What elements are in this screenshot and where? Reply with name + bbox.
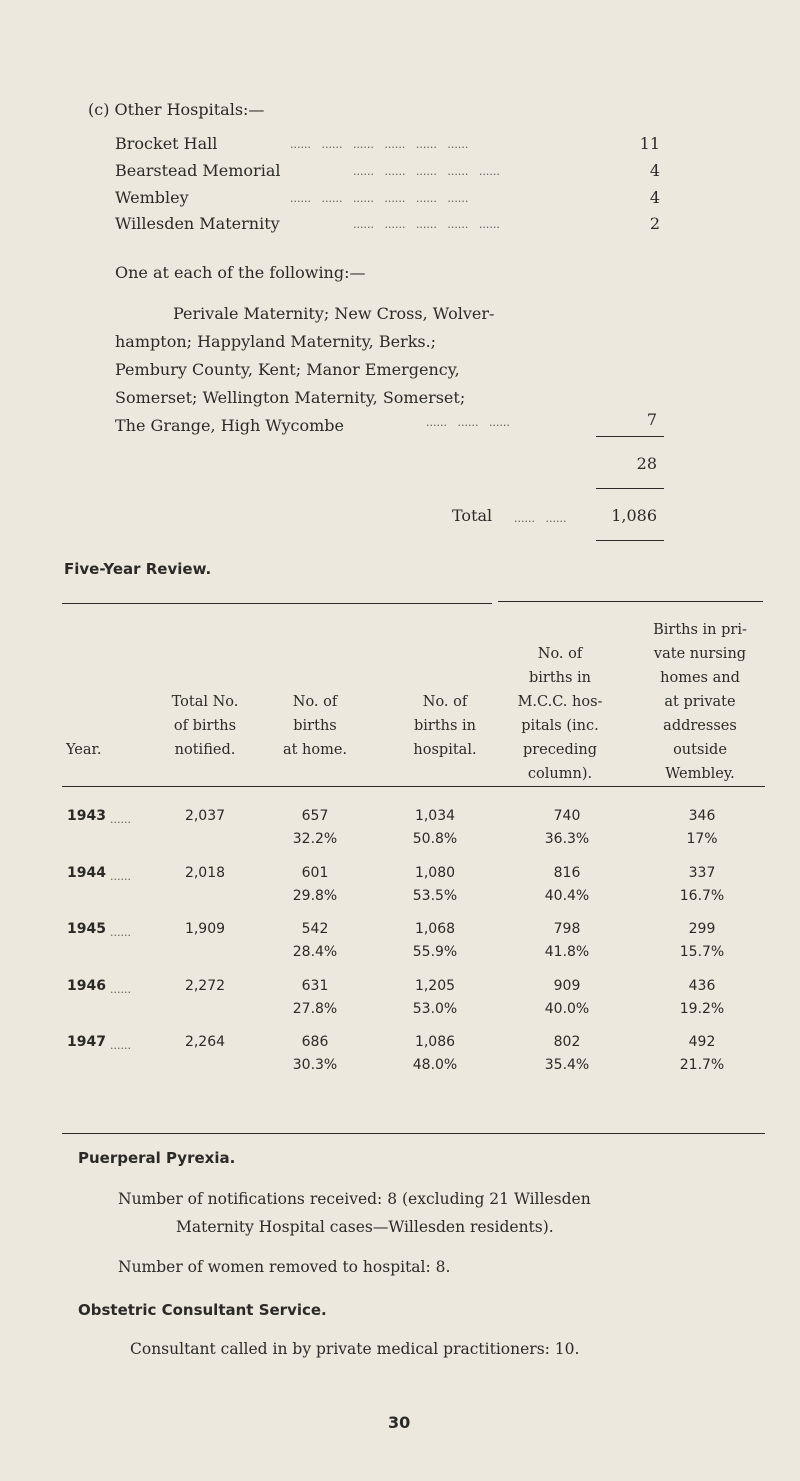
total-value: 2,264 (184, 1034, 226, 1050)
col-header-line: births (293, 718, 337, 734)
header-bottom-rule (62, 786, 765, 787)
five-year-review-heading: Five-Year Review. (64, 560, 212, 578)
col-header-line: at home. (282, 742, 348, 758)
paragraph-count: 7 (646, 410, 657, 429)
page-number: 30 (388, 1413, 411, 1432)
leader-dots: ...... (110, 813, 131, 826)
table-bottom-rule (62, 1133, 765, 1134)
mcc-value: 816 (553, 865, 581, 881)
col-header-line: preceding (522, 742, 598, 758)
col-header-line: No. of (292, 694, 338, 710)
table-top-rule (498, 601, 763, 602)
hospital-name: Bearstead Memorial (115, 161, 281, 180)
col-header-line: homes and (660, 670, 740, 686)
leader-dots: ...... ...... ...... ...... ...... ...... (290, 138, 469, 151)
home-value: 686 (301, 1034, 329, 1050)
table-top-rule (62, 603, 492, 604)
hospital-name: Willesden Maternity (115, 214, 280, 233)
col-header-line: vate nursing (653, 646, 747, 662)
home-value: 542 (301, 921, 329, 937)
hospital-percent: 55.9% (412, 944, 458, 960)
hospital-percent: 53.0% (412, 1001, 458, 1017)
mcc-value: 740 (553, 808, 581, 824)
hospital-value: 1,068 (414, 921, 456, 937)
col-header-home (265, 690, 365, 762)
col-header-line: hospital. (413, 742, 477, 758)
mcc-percent: 36.3% (544, 831, 590, 847)
hospital-name: Brocket Hall (115, 134, 218, 153)
col-header-line: Total No. (171, 694, 239, 710)
leader-dots: ...... (110, 983, 131, 996)
leader-dots: ...... (110, 1039, 131, 1052)
total-value: 2,037 (184, 808, 226, 824)
home-percent: 28.4% (292, 944, 338, 960)
puerperal-line-1b: Maternity Hospital cases—Willesden residents). (176, 1218, 554, 1236)
one-each-intro: One at each of the following:— (115, 263, 366, 282)
private-percent: 19.2% (679, 1001, 725, 1017)
home-value: 631 (301, 978, 329, 994)
leader-dots: ...... (110, 926, 131, 939)
private-percent: 21.7% (679, 1057, 725, 1073)
puerperal-heading: Puerperal Pyrexia. (78, 1149, 236, 1167)
hospital-list-paragraph (115, 300, 663, 440)
year-cell: 1945 (67, 921, 106, 937)
subtotal-rule (596, 436, 664, 437)
home-value: 601 (301, 865, 329, 881)
private-value: 299 (688, 921, 716, 937)
hospital-count: 4 (649, 161, 660, 180)
year-cell: 1947 (67, 1034, 106, 1050)
private-percent: 17% (686, 831, 718, 847)
total-value: 2,272 (184, 978, 226, 994)
leader-dots: ...... ...... ...... ...... ...... ...... (290, 192, 469, 205)
private-percent: 15.7% (679, 944, 725, 960)
total-rule-top (596, 488, 664, 489)
year-cell: 1944 (67, 865, 106, 881)
year-cell: 1943 (67, 808, 106, 824)
leader-dots: ...... ...... ...... ...... ...... (353, 218, 500, 231)
private-value: 337 (688, 865, 716, 881)
other-hospitals-heading: (c) Other Hospitals:— (88, 100, 265, 119)
paragraph-line: Pembury County, Kent; Manor Emergency, (115, 360, 460, 379)
col-header-line: notified. (174, 742, 236, 758)
hospital-value: 1,086 (414, 1034, 456, 1050)
col-header-private (630, 618, 770, 786)
col-header-line: No. of (422, 694, 468, 710)
col-header-line: Wembley. (665, 766, 735, 782)
col-header-line: No. of (537, 646, 583, 662)
mcc-value: 798 (553, 921, 581, 937)
mcc-percent: 35.4% (544, 1057, 590, 1073)
hospital-row (115, 188, 660, 212)
leader-dots: ...... ...... ...... (426, 416, 510, 429)
private-percent: 16.7% (679, 888, 725, 904)
paragraph-line: The Grange, High Wycombe (115, 416, 344, 435)
home-value: 657 (301, 808, 329, 824)
puerperal-line-2: Number of women removed to hospital: 8. (118, 1258, 451, 1276)
col-header-hospital (390, 690, 500, 762)
hospital-count: 11 (639, 134, 660, 153)
hospital-percent: 50.8% (412, 831, 458, 847)
total-value: 1,086 (611, 506, 657, 525)
total-value: 1,909 (184, 921, 226, 937)
hospital-row (115, 214, 660, 238)
paragraph-line: Perivale Maternity; New Cross, Wolver- (173, 304, 495, 323)
private-value: 346 (688, 808, 716, 824)
col-header-line: Births in pri- (653, 622, 747, 638)
hospital-count: 4 (649, 188, 660, 207)
private-value: 492 (688, 1034, 716, 1050)
col-header-line: Year. (66, 742, 102, 758)
leader-dots: ...... ...... (514, 512, 567, 525)
col-header-line: births in (413, 718, 477, 734)
hospital-value: 1,034 (414, 808, 456, 824)
home-percent: 30.3% (292, 1057, 338, 1073)
puerperal-line-1a: Number of notifications received: 8 (excluding 21 Willesden (118, 1190, 591, 1208)
mcc-value: 802 (553, 1034, 581, 1050)
col-header-total (145, 690, 265, 762)
year-cell: 1946 (67, 978, 106, 994)
subtotal-value: 28 (636, 454, 657, 473)
col-header-line: at private (664, 694, 736, 710)
hospital-count: 2 (649, 214, 660, 233)
hospital-name: Wembley (115, 188, 189, 207)
hospital-percent: 53.5% (412, 888, 458, 904)
col-header-line: of births (173, 718, 237, 734)
paragraph-line: Somerset; Wellington Maternity, Somerset; (115, 388, 466, 407)
col-header-mcc (500, 642, 620, 786)
private-value: 436 (688, 978, 716, 994)
home-percent: 29.8% (292, 888, 338, 904)
leader-dots: ...... ...... ...... ...... ...... (353, 165, 500, 178)
leader-dots: ...... (110, 870, 131, 883)
col-header-year (66, 738, 126, 762)
mcc-percent: 40.0% (544, 1001, 590, 1017)
home-percent: 27.8% (292, 1001, 338, 1017)
mcc-percent: 41.8% (544, 944, 590, 960)
hospital-row (115, 161, 660, 185)
mcc-value: 909 (553, 978, 581, 994)
total-rule-bottom (596, 540, 664, 541)
mcc-percent: 40.4% (544, 888, 590, 904)
hospital-row (115, 134, 660, 158)
col-header-line: M.C.C. hos- (517, 694, 603, 710)
total-value: 2,018 (184, 865, 226, 881)
col-header-line: column). (527, 766, 593, 782)
home-percent: 32.2% (292, 831, 338, 847)
paragraph-line: hampton; Happyland Maternity, Berks.; (115, 332, 437, 351)
hospital-value: 1,080 (414, 865, 456, 881)
total-label: Total (452, 506, 493, 525)
hospital-percent: 48.0% (412, 1057, 458, 1073)
col-header-line: outside (673, 742, 727, 758)
obstetric-line-1: Consultant called in by private medical practitioners: 10. (130, 1340, 580, 1358)
col-header-line: births in (528, 670, 592, 686)
col-header-line: addresses (663, 718, 737, 734)
hospital-value: 1,205 (414, 978, 456, 994)
obstetric-heading: Obstetric Consultant Service. (78, 1301, 327, 1319)
col-header-line: pitals (inc. (521, 718, 599, 734)
